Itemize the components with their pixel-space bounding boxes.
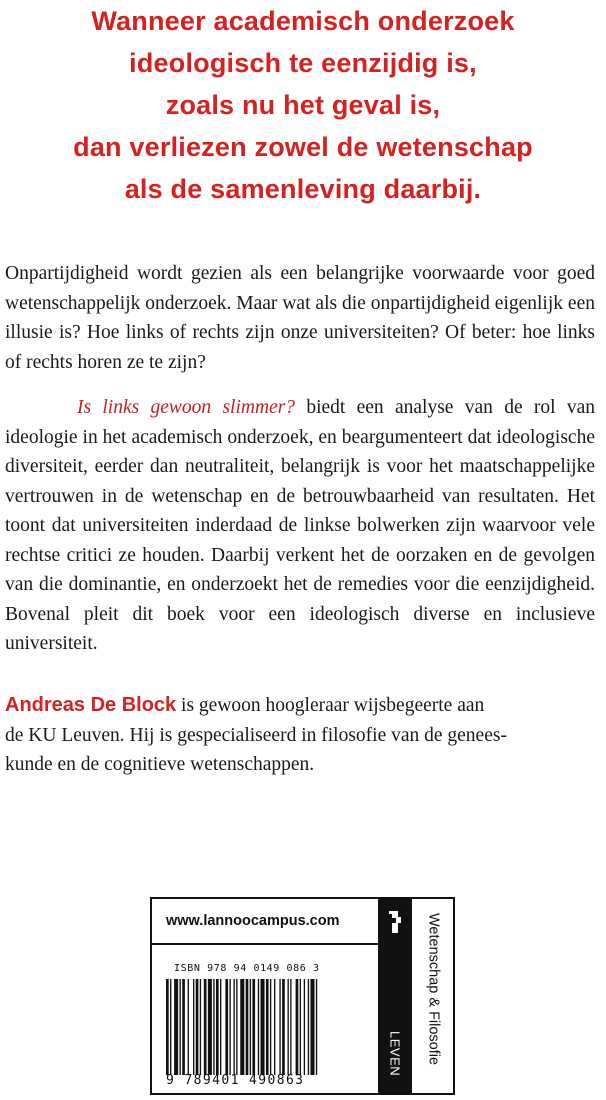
author-name: Andreas De Block [5,694,177,716]
isbn-text: ISBN 978 94 0149 086 3 [174,963,320,974]
barcode-block [150,897,455,1095]
quote-line: zoals nu het geval is, [165,90,441,120]
author-bio-line: de KU Leuven. Hij is gespecialiseerd in filosofie van de genees- [5,724,507,746]
author-bio-line: is gewoon hoogleraar wijsbegeerte aan [176,695,485,716]
barcode-icon [164,979,364,1075]
author-bio [5,691,595,780]
book-title: Is links gewoon slimmer? [77,397,296,418]
ean-number: 9 789401 490863 [166,1073,305,1088]
quote-line: Wanneer academisch onderzoek [91,6,515,36]
divider [152,943,378,945]
imprint-label: LEVEN [387,1031,403,1077]
quote-line: ideologisch te eenzijdig is, [129,48,477,78]
series-label: Wetenschap & Filosofie [425,913,442,1066]
author-bio-line: kunde en de cognitieve wetenschappen. [5,754,315,775]
quote-line: als de samenleving daarbij. [124,174,482,204]
publisher-url: www.lannoocampus.com [166,913,340,929]
description-paragraph [5,393,595,659]
intro-paragraph: Onpartijdigheid wordt gezien als een belangrijke voorwaarde voor goed wetenschappelijk onderzoek. Maar wat als die onpartijdigheid eigenlijk een illusie is? Hoe links of rechts zijn onze universiteiten? Of beter: hoe links of rechts horen ze te zijn? [5,263,595,373]
imprint-strip [378,899,412,1095]
description-text: biedt een analyse van de rol van ideologie in het academisch onderzoek, en beargumenteert dat ideologische diversiteit, eerder dan neutraliteit, belangrijk is voor het maatschappelijke vertrouwen in de wetenschap en de betrouwbaarheid van resultaten. Het toont dat universiteiten inderdaad de linkse bolwerken zijn waarvoor vele rechtse critici ze houden. Daarbij verkent het de oorzaken en de gevolgen van die dominantie, en onderzoekt het de remedies voor die eenzijdigheid. Bovenal pleit dit boek voor een ideologisch diverse en inclusieve universiteit. [5,397,596,654]
quote-line: dan verliezen zowel de wetenschap [73,132,533,162]
lannoo-logo-icon [386,909,404,935]
cover-quote [0,0,606,210]
